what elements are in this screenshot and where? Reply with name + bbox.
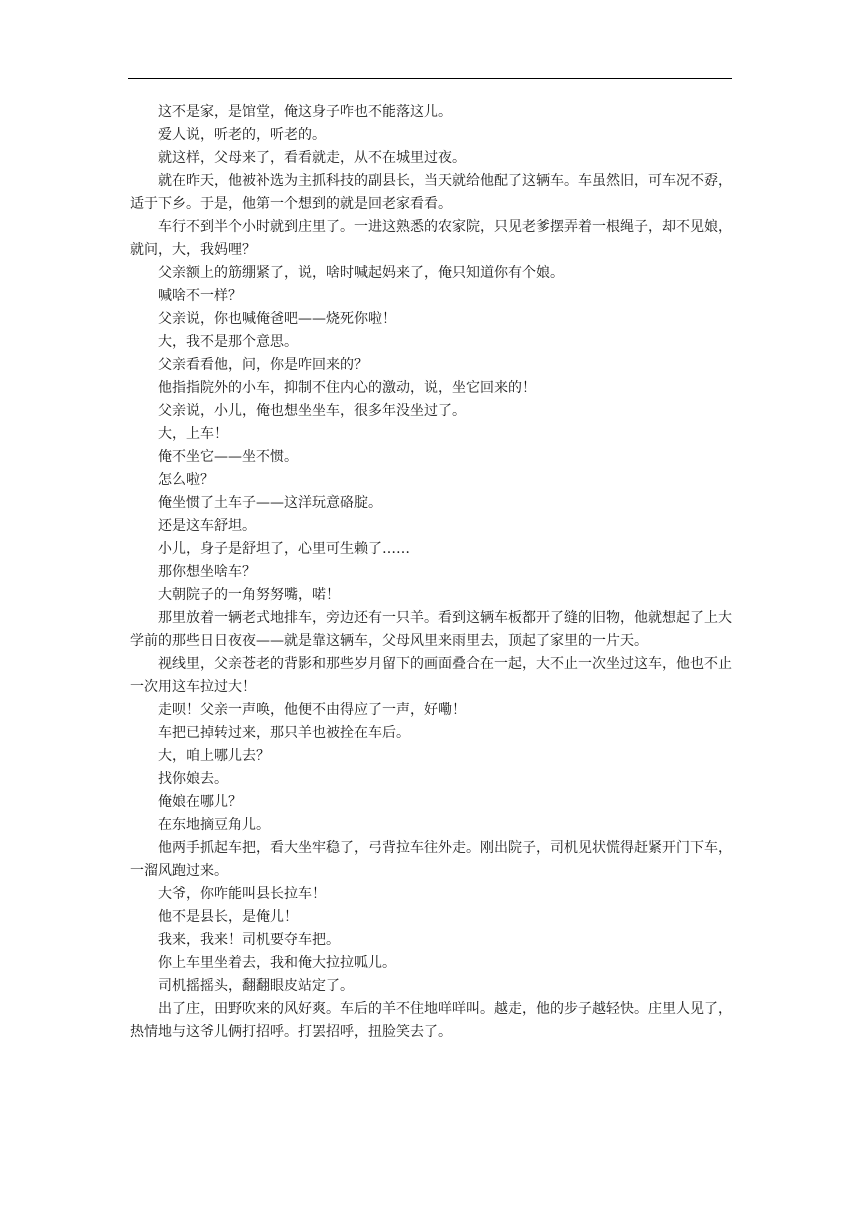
paragraph: 喊啥不一样？ [158,288,242,304]
paragraph: 走呗！父亲一声唤，他便不由得应了一声，好嘞！ [158,702,466,718]
paragraph: 车把已掉转过来，那只羊也被拴在车后。 [158,725,410,741]
paragraph: 在东地摘豆角儿。 [158,817,270,833]
paragraph: 大，上车！ [158,426,228,442]
paragraph: 怎么啦？ [158,472,214,488]
paragraph: 司机摇摇头，翻翻眼皮站定了。 [158,978,354,994]
paragraph: 父亲看看他，问，你是咋回来的？ [158,357,368,373]
paragraph: 父亲说，小儿，俺也想坐坐车，很多年没坐过了。 [158,403,466,419]
paragraph: 小儿，身子是舒坦了，心里可生赖了…… [158,541,410,557]
paragraph: 父亲额上的筋绷紧了，说，啥时喊起妈来了，俺只知道你有个娘。 [158,265,564,281]
paragraph: 就在昨天，他被补选为主抓科技的副县长，当天就给他配了这辆车。车虽然旧，可车况不孬，适于下乡。于是，他第一个想到的就是回老家看看。 [130,173,732,212]
paragraph: 俺娘在哪儿？ [158,794,242,810]
paragraph: 出了庄，田野吹来的风好爽。车后的羊不住地咩咩叫。越走，他的步子越轻快。庄里人见了，热情地与这爷儿俩打招呼。打罢招呼，扭脸笑去了。 [130,1001,732,1040]
paragraph: 还是这车舒坦。 [158,518,256,534]
paragraph: 爱人说，听老的，听老的。 [158,127,326,143]
header-rule [128,78,732,79]
paragraph: 大，咱上哪儿去？ [158,748,270,764]
paragraph: 大，我不是那个意思。 [158,334,298,350]
paragraph: 他指指院外的小车，抑制不住内心的激动，说，坐它回来的！ [158,380,536,396]
paragraph: 他不是县长，是俺儿！ [158,909,298,925]
paragraph: 俺坐惯了土车子——这洋玩意硌腚。 [158,495,382,511]
paragraph: 视线里，父亲苍老的背影和那些岁月留下的画面叠合在一起，大不止一次坐过这车，他也不止一次用这车拉过大！ [130,656,732,695]
paragraph: 他两手抓起车把，看大坐牢稳了，弓背拉车往外走。刚出院子，司机见状慌得赶紧开门下车，一溜风跑过来。 [130,840,732,879]
story-text [130,101,732,1044]
paragraph: 那里放着一辆老式地排车，旁边还有一只羊。看到这辆车板都开了缝的旧物，他就想起了上大学前的那些日日夜夜——就是靠这辆车，父母风里来雨里去，顶起了家里的一片天。 [130,610,732,649]
paragraph: 我来，我来！司机要夺车把。 [158,932,340,948]
paragraph: 那你想坐啥车？ [158,564,256,580]
paragraph: 这不是家，是馆堂，俺这身子咋也不能落这儿。 [158,104,452,120]
paragraph: 车行不到半个小时就到庄里了。一进这熟悉的农家院，只见老爹摆弄着一根绳子，却不见娘，就问，大，我妈哩？ [130,219,732,258]
paragraph: 就这样，父母来了，看看就走，从不在城里过夜。 [158,150,466,166]
paragraph: 大爷，你咋能叫县长拉车！ [158,886,326,902]
paragraph: 找你娘去。 [158,771,228,787]
paragraph: 你上车里坐着去，我和俺大拉拉呱儿。 [158,955,396,971]
paragraph: 大朝院子的一角努努嘴，喏！ [158,587,340,603]
paragraph: 父亲说，你也喊俺爸吧——烧死你啦！ [158,311,396,327]
paragraph: 俺不坐它——坐不惯。 [158,449,298,465]
